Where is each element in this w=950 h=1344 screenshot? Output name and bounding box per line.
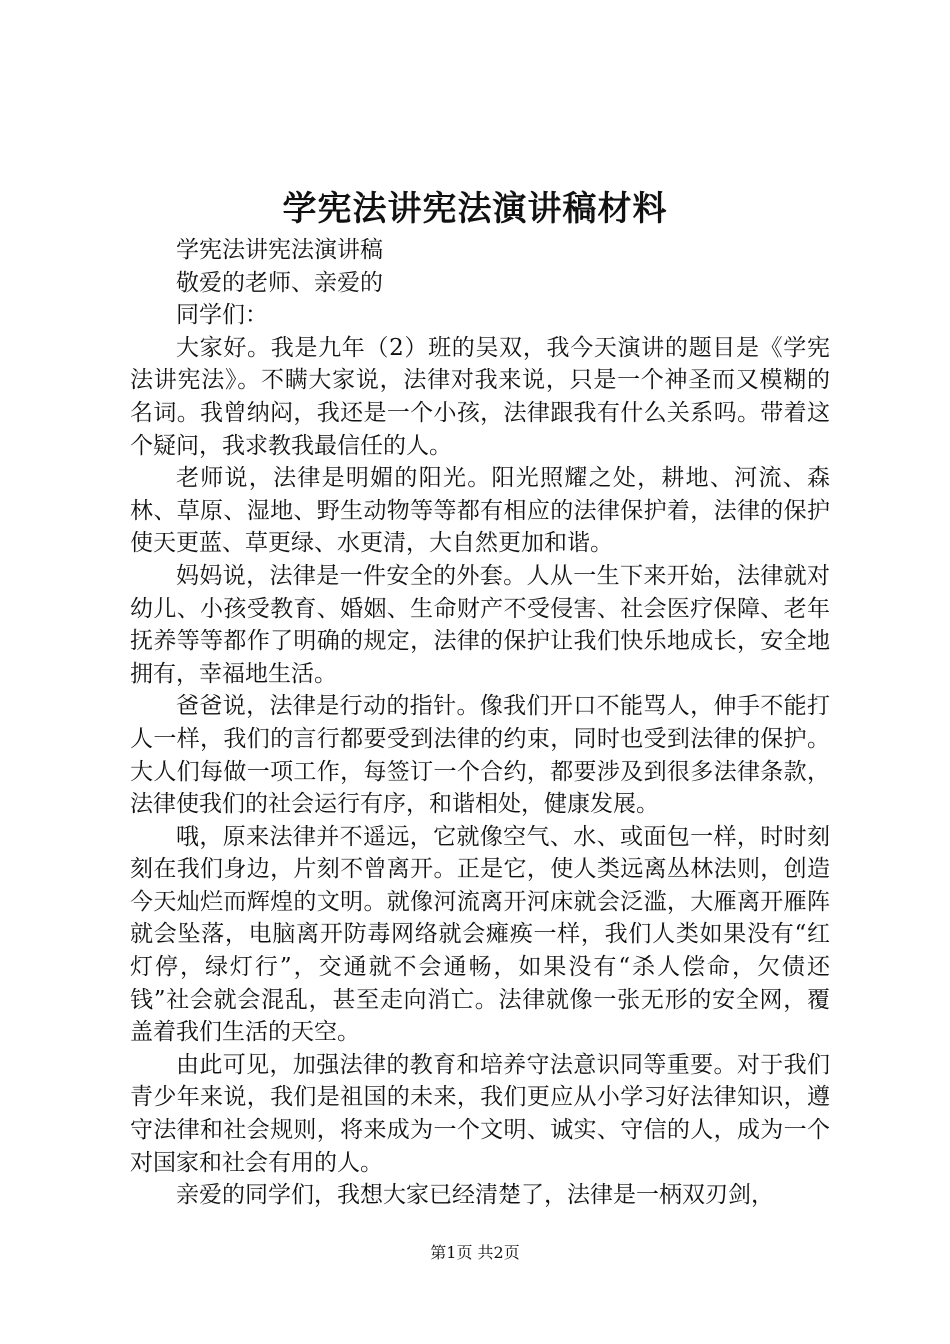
paragraph-intro: 大家好。我是九年（2）班的吴双，我今天演讲的题目是《学宪法讲宪法》。不瞒大家说，法律对我来说，只是一个神圣而又模糊的名词。我曾纳闷，我还是一个小孩，法律跟我有什么关系吗。带着这个疑问，我求教我最信任的人。 (130, 334, 830, 459)
paragraph-closing: 亲爱的同学们，我想大家已经清楚了，法律是一柄双刃剑， (176, 1182, 774, 1209)
paragraph-realization: 哦，原来法律并不遥远，它就像空气、水、或面包一样，时时刻刻在我们身边，片刻不曾离开。正是它，使人类远离丛林法则，创造今天灿烂而辉煌的文明。就像河流离开河床就会泛滥，大雁离开雁阵就会坠落，电脑离开防毒网络就会瘫痪一样，我们人类如果没有“红灯停，绿灯行”，交通就不会通畅，如果没有“杀人偿命，欠债还钱”社会就会混乱，甚至走向消亡。法律就像一张无形的安全网，覆盖着我们生活的天空。 (130, 823, 830, 1046)
paragraph-teacher: 老师说，法律是明媚的阳光。阳光照耀之处，耕地、河流、森林、草原、湿地、野生动物等等都有相应的法律保护着，法律的保护使天更蓝、草更绿、水更清，大自然更加和谐。 (130, 465, 830, 557)
paragraph-subtitle: 学宪法讲宪法演讲稿 (176, 237, 383, 263)
document-body (130, 234, 830, 1212)
paragraph-conclusion: 由此可见，加强法律的教育和培养守法意识同等重要。对于我们青少年来说，我们是祖国的未来，我们更应从小学习好法律知识，遵守法律和社会规则，将来成为一个文明、诚实、守信的人，成为一个对国家和社会有用的人。 (130, 1051, 830, 1176)
document-title: 学宪法讲宪法演讲稿材料 (282, 189, 668, 229)
paragraph-salutation-1: 敬爱的老师、亲爱的 (176, 269, 383, 296)
page-number-footer: 第1页 共2页 (430, 1243, 520, 1262)
paragraph-mother: 妈妈说，法律是一件安全的外套。人从一生下来开始，法律就对幼儿、小孩受教育、婚姻、生命财产不受侵害、社会医疗保障、老年抚养等等都作了明确的规定，法律的保护让我们快乐地成长，安全地拥有，幸福地生活。 (130, 562, 830, 687)
paragraph-salutation-2: 同学们： (176, 302, 268, 329)
paragraph-father: 爸爸说，法律是行动的指针。像我们开口不能骂人，伸手不能打人一样，我们的言行都要受到法律的约束，同时也受到法律的保护。大人们每做一项工作，每签订一个合约，都要涉及到很多法律条款，法律使我们的社会运行有序，和谐相处，健康发展。 (130, 693, 830, 818)
